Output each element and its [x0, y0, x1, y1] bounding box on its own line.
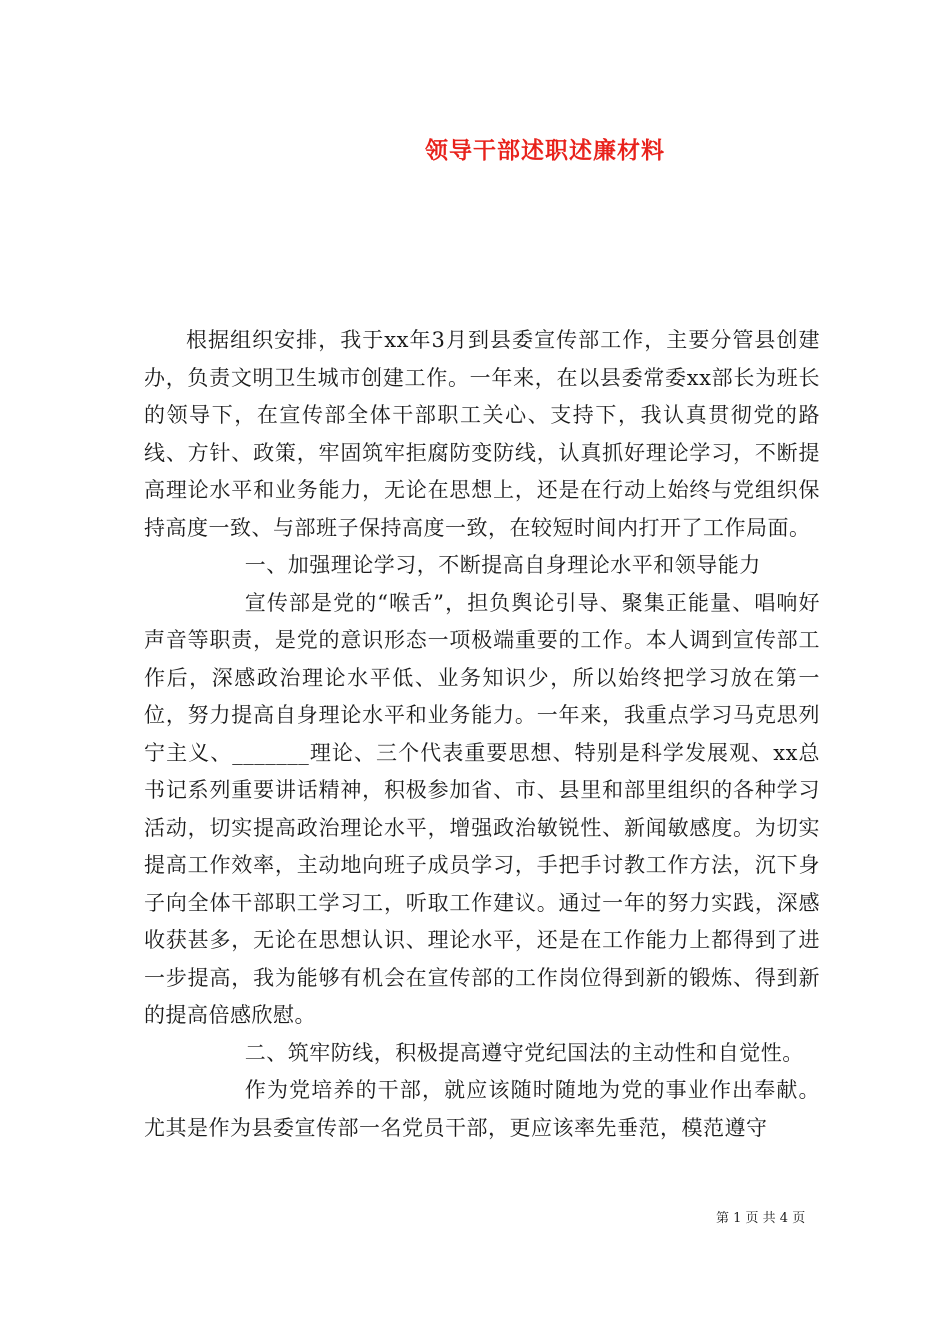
paragraph-section-2: 作为党培养的干部，就应该随时随地为党的事业作出奉献。尤其是作为县委宣传部一名党员干部，更应该率先垂范，模范遵守: [144, 1078, 820, 1140]
document-title: 领导干部述职述廉材料: [425, 138, 665, 164]
paragraph-section-1: 宣传部是党的“喉舌”，担负舆论引导、聚集正能量、唱响好声音等职责，是党的意识形态一项极端重要的工作。本人调到宣传部工作后，深感政治理论水平低、业务知识少，所以始终把学习放在第一位，努力提高自身理论水平和业务能力。一年来，我重点学习马克思列宁主义、_______理论、三个代表重要思想、特别是科学发展观、xx总书记系列重要讲话精神，积极参加省、市、县里和部里组织的各种学习活动，切实提高政治理论水平，增强政治敏锐性、新闻敏感度。为切实提高工作效率，主动地向班子成员学习，手把手讨教工作方法，沉下身子向全体干部职工学习工，听取工作建议。通过一年的努力实践，深感收获甚多，无论在思想认识、理论水平，还是在工作能力上都得到了进一步提高，我为能够有机会在宣传部的工作岗位得到新的锻炼、得到新的提高倍感欣慰。: [144, 590, 820, 1027]
page-number: 第 1 页 共 4 页: [716, 1211, 806, 1226]
paragraph-intro: 根据组织安排，我于xx年3月到县委宣传部工作，主要分管县创建办，负责文明卫生城市创建工作。一年来，在以县委常委xx部长为班长的领导下，在宣传部全体干部职工关心、支持下，我认真贯彻党的路线、方针、政策，牢固筑牢拒腐防变防线，认真抓好理论学习，不断提高理论水平和业务能力，无论在思想上，还是在行动上始终与党组织保持高度一致、与部班子保持高度一致，在较短时间内打开了工作局面。: [144, 328, 820, 540]
document-body: [144, 322, 820, 1147]
section-heading-1: 一、加强理论学习，不断提高自身理论水平和领导能力: [244, 553, 761, 577]
section-heading-2: 二、筑牢防线，积极提高遵守党纪国法的主动性和自觉性。: [244, 1040, 804, 1065]
